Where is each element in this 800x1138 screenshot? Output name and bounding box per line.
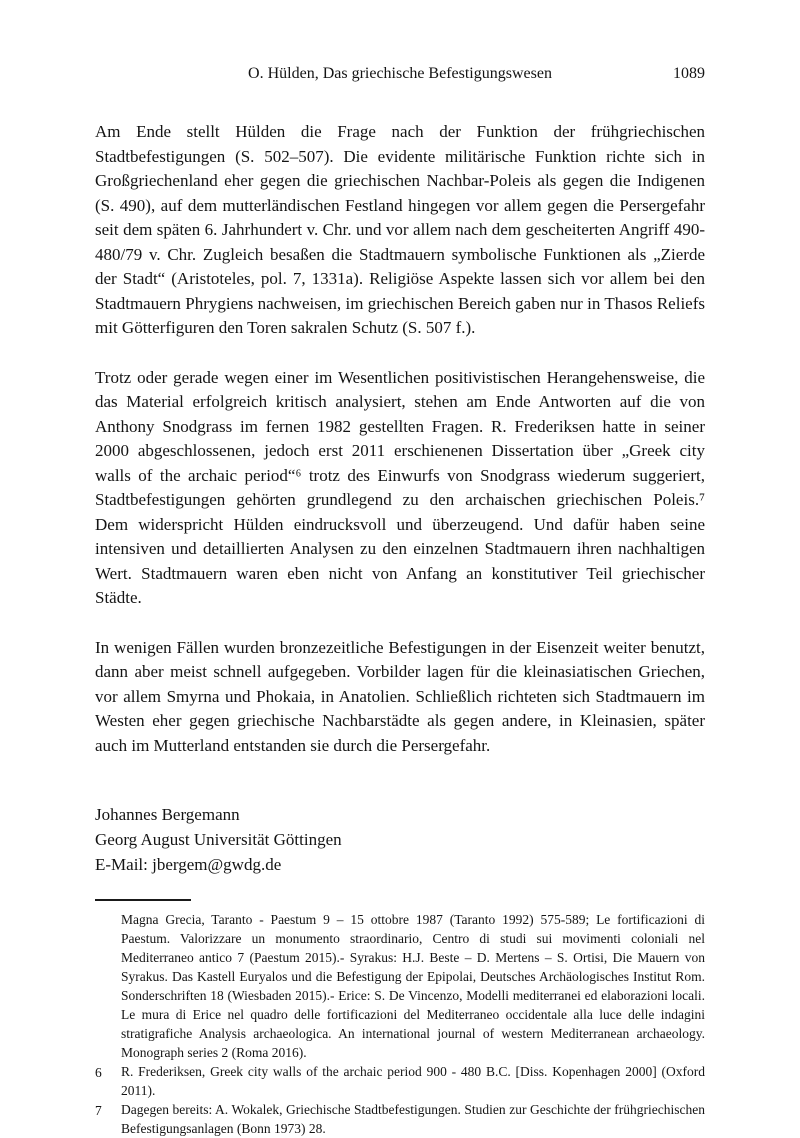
author-affiliation: Georg August Universität Göttingen	[95, 830, 342, 849]
footnote-text: R. Frederiksen, Greek city walls of the archaic period 900 - 480 B.C. [Diss. Kopenhagen 2000] (Oxford 2011).	[121, 1064, 705, 1098]
body-text	[95, 120, 705, 758]
running-head	[95, 64, 705, 84]
footnote-7	[95, 1100, 705, 1138]
footnote-6	[95, 1062, 705, 1100]
author-name: Johannes Bergemann	[95, 805, 240, 824]
author-block	[95, 802, 705, 877]
body-paragraph-2: Trotz oder gerade wegen einer im Wesentlichen positivistischen Herangehensweise, die das Material erfolgreich kritisch analysiert, stehen am Ende Antworten auf die von Anthony Snodgrass im fernen 1982 gestellten Fragen. R. Frederiksen hatte in seiner 2000 abgeschlossenen, jedoch erst 2011 erschienenen Dissertation über „Greek city walls of the archaic period“⁶ trotz des Einwurfs von Snodgrass wiederum suggeriert, Stadtbefestigungen gehörten grundlegend zu den archaischen griechischen Poleis.⁷ Dem widerspricht Hülden eindrucksvoll und überzeugend. Und dafür haben seine intensiven und detaillierten Analysen zu den einzelnen Stadtmauern ihren nachhaltigen Wert. Stadtmauern waren eben nicht von Anfang an konstitutiver Teil griechischer Städte.	[95, 367, 705, 607]
footnote-text: Magna Grecia, Taranto - Paestum 9 – 15 ottobre 1987 (Taranto 1992) 575-589; Le fortificazioni di Paestum. Valorizzare un monumento straordinario, Centro di studi sui movimenti coloniali nel Mediterraneo antico 7 (Paestum 2015).- Syrakus: H.J. Beste – D. Mertens – S. Ortisi, Die Mauern von Syrakus. Das Kastell Euryalos und die Befestigung der Epipolai, Deutsches Archäologisches Institut Rom. Sonderschriften 18 (Wiesbaden 2015).- Erice: S. De Vincenzo, Modelli mediterranei ed elaborazioni locali. Le mura di Erice nel quadro delle fortificazioni del Mediterraneo occidentale alla luce delle indagini stratigrafiche Analysis archaeologica. An international journal of western Mediterranean archaeology. Monograph series 2 (Roma 2016).	[121, 912, 705, 1060]
page-number: 1089	[673, 65, 705, 82]
footnote-number: 7	[95, 1103, 102, 1118]
body-paragraph-1: Am Ende stellt Hülden die Frage nach der Funktion der frühgriechischen Stadtbefestigungen (S. 502–507). Die evidente militärische Funktion richte sich in Großgriechenland eher gegen die griechischen Nachbar-Poleis als gegen die Indigenen (S. 490), auf dem mutterländischen Festland hingegen vor allem gegen die Persergefahr seit dem späten 6. Jahrhundert v. Chr. und vor allem nach dem gescheiterten Angriff 490-480/79 v. Chr. Zugleich besaßen die Stadtmauern symbolische Funktionen als „Zierde der Stadt“ (Aristoteles, pol. 7, 1331a). Religiöse Aspekte lassen sich vor allem bei den Stadtmauern Phrygiens nachweisen, im griechischen Bereich gaben nur in Thasos Reliefs mit Götterfiguren den Toren sakralen Schutz (S. 507 f.).	[95, 122, 705, 337]
footnote-rule	[95, 899, 191, 901]
author-email: E-Mail: jbergem@gwdg.de	[95, 855, 282, 874]
footnote-area	[95, 899, 705, 1138]
body-paragraph-3: In wenigen Fällen wurden bronzezeitliche Befestigungen in der Eisenzeit weiter benutzt, dann aber meist schnell aufgegeben. Vorbilder lagen für die kleinasiatischen Griechen, vor allem Smyrna und Phokaia, in Anatolien. Schließlich richteten sich Stadtmauern im Westen eher gegen griechische Nachbarstädte als gegen andere, in Kleinasien, später auch im Mutterland entstanden sie durch die Persergefahr.	[95, 637, 705, 755]
footnote-text: Dagegen bereits: A. Wokalek, Griechische Stadtbefestigungen. Studien zur Geschichte der frühgriechischen Befestigungsanlagen (Bonn 1973) 28.	[121, 1102, 705, 1136]
footnote-continuation	[95, 910, 705, 1062]
footnote-number: 6	[95, 1065, 102, 1080]
footnote-number	[95, 910, 121, 911]
running-head-title: O. Hülden, Das griechische Befestigungswesen	[248, 65, 552, 82]
